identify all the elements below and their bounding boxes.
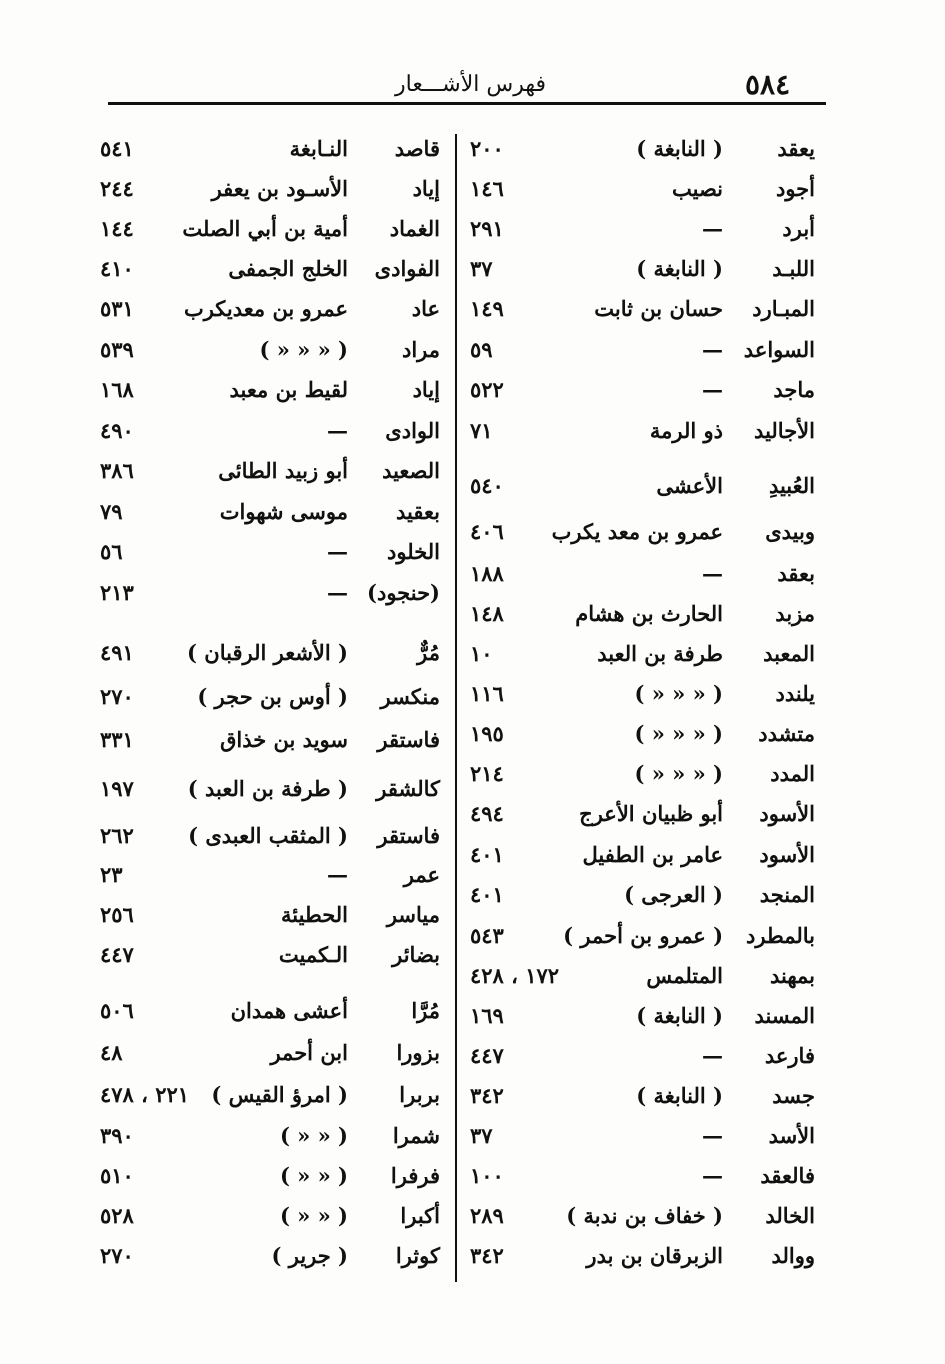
index-row (470, 1083, 815, 1119)
index-row (470, 377, 815, 413)
index-row (470, 561, 815, 597)
page-reference: ٤٨ (100, 1040, 123, 1065)
rhyme-word: يعقد (777, 136, 815, 161)
index-row (470, 1163, 815, 1199)
page-reference: ٢٤٤ (100, 176, 134, 201)
index-row (470, 136, 815, 172)
poet-name: — (327, 539, 348, 564)
rhyme-word: مُرَّا (411, 998, 440, 1023)
index-row (470, 882, 815, 918)
poet-name: ( « « ) (279, 1123, 348, 1148)
index-row (100, 176, 440, 212)
rhyme-word: مُرٌّ (417, 640, 440, 665)
rhyme-word: العُبيدِ (768, 473, 815, 498)
rhyme-word: مراد (401, 337, 440, 362)
index-row (100, 499, 440, 535)
poet-name: موسى شهوات (219, 499, 348, 524)
column-divider (455, 134, 457, 1282)
page-reference: ٢٠٠ (470, 136, 504, 161)
rhyme-word: المعبد (763, 641, 815, 666)
poet-name: ( العرجى ) (624, 882, 723, 907)
rhyme-word: الأجاليد (754, 418, 815, 443)
page-reference: ٣٤٢ (470, 1083, 504, 1108)
index-row (100, 539, 440, 575)
page-reference: ٤٠١ (470, 842, 504, 867)
poet-name: ( « « ) (279, 1163, 348, 1188)
poet-name: ( خفاف بن ندبة ) (566, 1203, 723, 1228)
page-reference: ٤٠٦ (470, 519, 504, 544)
rhyme-word: إياد (412, 377, 440, 402)
poet-name: ( أوس بن حجر ) (197, 684, 348, 709)
rhyme-word: مزبد (775, 601, 815, 626)
index-row (470, 256, 815, 292)
poet-name: أعشى همدان (230, 998, 348, 1023)
poet-name: ( « « « ) (634, 681, 723, 706)
poet-name: أبو ظبيان الأعرج (579, 801, 723, 826)
poet-name: النـابغة (289, 136, 348, 161)
rhyme-word: الفوادى (374, 256, 440, 281)
rhyme-word: فاستقر (377, 823, 440, 848)
page-reference: ٥٢٨ (100, 1203, 134, 1228)
poet-name: عامر بن الطفيل (582, 842, 723, 867)
index-row (100, 727, 440, 763)
rhyme-word: (حنجود) (367, 580, 440, 605)
poet-name: ( النابغة ) (636, 1003, 723, 1028)
poet-name: الأسـود بن يعفر (211, 176, 348, 201)
index-row (470, 216, 815, 252)
index-row (100, 377, 440, 413)
page-reference: ٥٦ (100, 539, 123, 564)
rhyme-word: بمهند (769, 963, 815, 988)
page-reference: ١٤٦ (470, 176, 504, 201)
index-row (100, 640, 440, 676)
rhyme-word: الأسد (768, 1123, 815, 1148)
rhyme-word: الغماد (389, 216, 440, 241)
index-row (470, 761, 815, 797)
rhyme-word: اللبـد (772, 256, 815, 281)
header-rule (108, 102, 826, 105)
index-row (100, 216, 440, 252)
index-row (100, 580, 440, 616)
index-row (100, 1243, 440, 1279)
page-reference: ١٩٥ (470, 721, 504, 746)
page-reference: ٣٧ (470, 256, 493, 281)
index-row (100, 776, 440, 812)
poet-name: — (327, 580, 348, 605)
poet-name: — (702, 216, 723, 241)
index-row (470, 296, 815, 332)
page-reference: ٤٤٧ (100, 942, 134, 967)
index-row (470, 721, 815, 757)
rhyme-word: يلندد (775, 681, 815, 706)
index-row (100, 1040, 440, 1076)
index-row (100, 337, 440, 373)
rhyme-word: السواعد (743, 337, 815, 362)
poet-name: — (702, 377, 723, 402)
rhyme-word: وبيدى (765, 519, 815, 544)
page-reference: ٤٩٤ (470, 801, 504, 826)
index-row (100, 256, 440, 292)
rhyme-word: شمرا (392, 1123, 440, 1148)
poet-name: حسان بن ثابت (594, 296, 723, 321)
rhyme-word: ماجد (773, 377, 815, 402)
poet-name: ( « « « ) (634, 761, 723, 786)
page-reference: ٣٤٢ (470, 1243, 504, 1268)
page-reference: ٢٣ (100, 862, 123, 887)
rhyme-word: بالمطرد (746, 923, 815, 948)
page-reference: ٢٦٢ (100, 823, 134, 848)
page-reference: ٤٤٧ (470, 1043, 504, 1068)
index-row (470, 681, 815, 717)
index-row (100, 862, 440, 898)
index-row (100, 684, 440, 720)
rhyme-word: الأسود (759, 842, 815, 867)
page-reference: ٤٩١ (100, 640, 134, 665)
rhyme-word: المدد (770, 761, 815, 786)
page-reference: ١٠ (470, 641, 493, 666)
rhyme-word: الصعيد (382, 458, 440, 483)
rhyme-word: ووالد (771, 1243, 815, 1268)
page-reference: ٥١٠ (100, 1163, 134, 1188)
rhyme-word: الأسود (759, 801, 815, 826)
page-reference: ١٨٨ (470, 561, 504, 586)
index-row (470, 337, 815, 373)
poet-name: ( « « « ) (634, 721, 723, 746)
index-row (470, 1203, 815, 1239)
rhyme-word: المسند (754, 1003, 815, 1028)
poet-name: ابن أحمر (270, 1040, 348, 1065)
poet-name: — (702, 1123, 723, 1148)
page-reference: ٥٩ (470, 337, 493, 362)
page-reference: ١٠٠ (470, 1163, 504, 1188)
index-row (470, 1003, 815, 1039)
poet-name: الـكميت (278, 942, 348, 967)
rhyme-word: أجود (775, 176, 815, 201)
rhyme-word: كالشقر (376, 776, 440, 801)
rhyme-word: أكبرا (400, 1203, 440, 1228)
page-reference: ١٤٨ (470, 601, 504, 626)
page-reference: ٥٤٠ (470, 473, 504, 498)
page-reference: ٢٩١ (470, 216, 504, 241)
page-reference: ١٦٨ (100, 377, 134, 402)
poet-name: ( طرفة بن العبد ) (187, 776, 348, 801)
index-row (470, 641, 815, 677)
poet-name: الحارث بن هشام (575, 601, 723, 626)
poet-name: ( النابغة ) (636, 136, 723, 161)
page-reference: ٣٩٠ (100, 1123, 134, 1148)
page-reference: ٤١٠ (100, 256, 134, 281)
poet-name: ذو الرمة (649, 418, 723, 443)
rhyme-word: بعقد (777, 561, 815, 586)
index-row (100, 296, 440, 332)
poet-name: — (702, 1163, 723, 1188)
page-reference: ٢٢١ ، ٤٧٨ (100, 1082, 190, 1107)
index-row (470, 1243, 815, 1279)
index-row (100, 942, 440, 978)
page-reference: ٥٤١ (100, 136, 134, 161)
page-reference: ٢٧٠ (100, 684, 134, 709)
rhyme-word: بضائر (392, 942, 440, 967)
page-reference: ٤٠١ (470, 882, 504, 907)
rhyme-word: متشدد (758, 721, 815, 746)
page-reference: ١٦٩ (470, 1003, 504, 1028)
page-reference: ١١٦ (470, 681, 504, 706)
page-reference: ٣٧ (470, 1123, 493, 1148)
rhyme-word: كوثرا (395, 1243, 440, 1268)
poet-name: ( عمرو بن أحمر ) (563, 923, 723, 948)
poet-name: عمرو بن معد يكرب (551, 519, 723, 544)
index-row (470, 1123, 815, 1159)
page-reference: ١٧٢ ، ٤٢٨ (470, 963, 560, 988)
index-row (470, 418, 815, 454)
poet-name: المتلمس (646, 963, 723, 988)
rhyme-word: مياسر (386, 902, 440, 927)
poet-name: أبو زبيد الطائى (218, 458, 348, 483)
poet-name: أمية بن أبي الصلت (182, 216, 348, 241)
rhyme-word: فرفرا (390, 1163, 440, 1188)
poet-name: عمرو بن معديكرب (183, 296, 348, 321)
page-reference: ٧١ (470, 418, 493, 443)
poet-name: ( النابغة ) (636, 256, 723, 281)
index-row (100, 1082, 440, 1118)
poet-name: ( « « « ) (259, 337, 348, 362)
rhyme-word: بربرا (399, 1082, 440, 1107)
page-number: ٥٨٤ (745, 68, 791, 101)
page-reference: ٢١٣ (100, 580, 134, 605)
poet-name: الخلج الجمفى (228, 256, 348, 281)
index-row (470, 1043, 815, 1079)
page-reference: ١٤٩ (470, 296, 504, 321)
rhyme-word: منكسر (380, 684, 440, 709)
page-reference: ٧٩ (100, 499, 123, 524)
rhyme-word: عمر (403, 862, 440, 887)
index-row (100, 1203, 440, 1239)
rhyme-word: فاستقر (377, 727, 440, 752)
index-row (470, 519, 815, 555)
page-reference: ٥٠٦ (100, 998, 134, 1023)
poet-name: — (327, 862, 348, 887)
poet-name: — (702, 561, 723, 586)
page-reference: ٥٣٩ (100, 337, 134, 362)
rhyme-word: فارعد (764, 1043, 815, 1068)
page-reference: ٤٩٠ (100, 418, 134, 443)
poet-name: — (327, 418, 348, 443)
page-reference: ٥٤٣ (470, 923, 504, 948)
poet-name: ( المثقب العبدى ) (188, 823, 348, 848)
index-row (100, 823, 440, 859)
rhyme-word: أبرد (782, 216, 815, 241)
poet-name: ( « « ) (279, 1203, 348, 1228)
index-row (470, 923, 815, 959)
index-row (100, 1163, 440, 1199)
rhyme-word: الخلود (387, 539, 440, 564)
rhyme-word: إياد (412, 176, 440, 201)
index-row (100, 902, 440, 938)
poet-name: — (702, 337, 723, 362)
index-row (470, 842, 815, 878)
rhyme-word: عاد (411, 296, 440, 321)
rhyme-word: الخالد (765, 1203, 815, 1228)
rhyme-word: المبـارد (752, 296, 815, 321)
poet-name: الزبرقان بن بدر (586, 1243, 723, 1268)
rhyme-word: بزورا (396, 1040, 440, 1065)
poet-name: طرفة بن العبد (597, 641, 723, 666)
poet-name: لقيط بن معبد (229, 377, 348, 402)
poet-name: — (702, 1043, 723, 1068)
index-row (100, 998, 440, 1034)
page-reference: ٣٣١ (100, 727, 134, 752)
page-reference: ٥٢٢ (470, 377, 504, 402)
page-reference: ٢٧٠ (100, 1243, 134, 1268)
running-title: فهرس الأشـــعار (395, 72, 547, 97)
index-row (100, 136, 440, 172)
rhyme-word: المنجد (759, 882, 815, 907)
page-reference: ٢٥٦ (100, 902, 134, 927)
poet-name: ( الأشعر الرقبان ) (187, 640, 348, 665)
page-reference: ٣٨٦ (100, 458, 134, 483)
index-row (470, 473, 815, 509)
index-row (470, 601, 815, 637)
page-reference: ١٤٤ (100, 216, 134, 241)
rhyme-word: قاصد (394, 136, 440, 161)
rhyme-word: بعقيد (396, 499, 440, 524)
page-reference: ٢٨٩ (470, 1203, 504, 1228)
rhyme-word: جسد (772, 1083, 815, 1108)
page-reference: ٢١٤ (470, 761, 504, 786)
poet-name: الأعشى (656, 473, 723, 498)
index-row (100, 1123, 440, 1159)
poet-name: الحطيئة (281, 902, 348, 927)
page-reference: ١٩٧ (100, 776, 134, 801)
index-row (470, 801, 815, 837)
index-row (470, 963, 815, 999)
rhyme-word: فالعقد (760, 1163, 815, 1188)
poet-name: ( جرير ) (271, 1243, 348, 1268)
index-row (100, 458, 440, 494)
rhyme-word: الوادى (385, 418, 440, 443)
index-row (100, 418, 440, 454)
poet-name: سويد بن خذاق (220, 727, 348, 752)
poet-name: ( امرؤ القيس ) (211, 1082, 348, 1107)
poet-name: ( النابغة ) (636, 1083, 723, 1108)
index-row (470, 176, 815, 212)
poet-name: نصيب (671, 176, 723, 201)
page-reference: ٥٣١ (100, 296, 134, 321)
